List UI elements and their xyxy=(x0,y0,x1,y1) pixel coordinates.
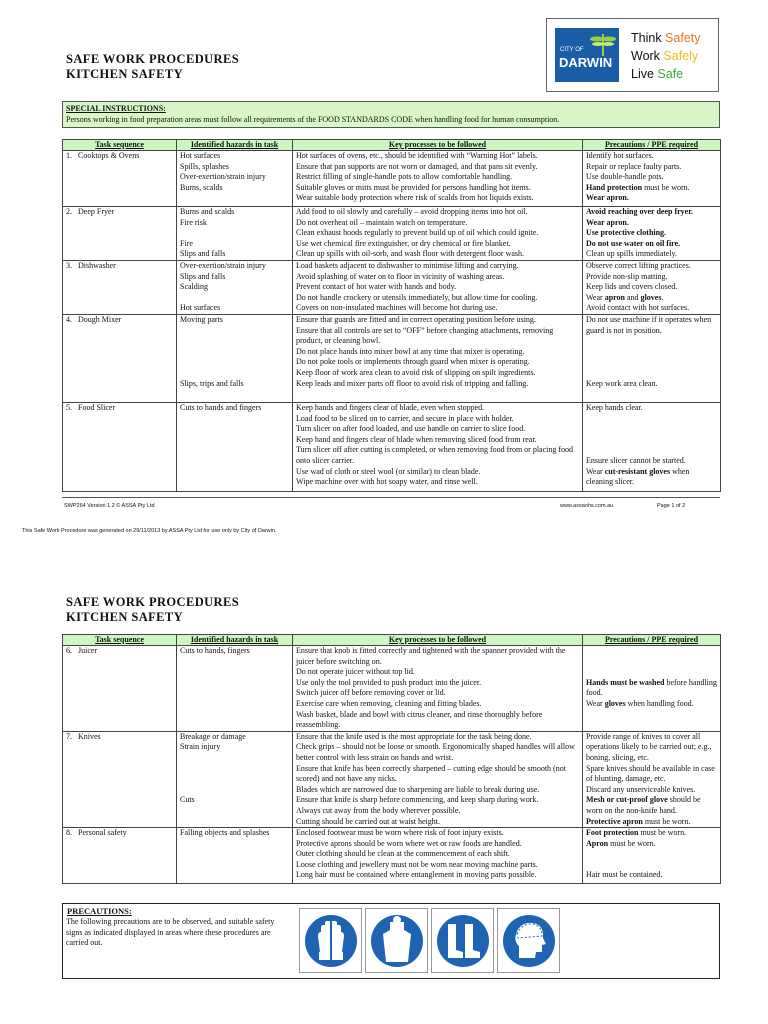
task-name: Dough Mixer xyxy=(78,314,122,324)
process-item: Load food to be sliced on to carrier, and secure in place with holder. xyxy=(296,413,514,423)
precaution-text: Repair or replace faulty parts. xyxy=(586,161,682,171)
procedures-table-page2 xyxy=(62,634,721,884)
spacer xyxy=(586,357,717,368)
spacer xyxy=(180,228,289,239)
hazards-cell xyxy=(177,314,293,402)
precaution-item xyxy=(586,282,717,293)
process-item: Keep floor of work area clean to avoid risk of slipping on spilt ingredients. xyxy=(296,367,536,377)
precautions-cell xyxy=(583,207,721,261)
task-name: Dishwasher xyxy=(78,260,116,270)
slogan-accent-word: Safety xyxy=(665,31,701,45)
precaution-item xyxy=(586,239,717,250)
precaution-text: . xyxy=(661,292,664,302)
process-item: Clean up spills with oil-sorb, and wash floor with detergent floor wash. xyxy=(296,249,525,259)
precaution-item xyxy=(586,228,717,239)
precaution-bold-text: Protective apron xyxy=(586,816,643,826)
process-item: Always cut away from the body wherever possible. xyxy=(296,805,461,815)
spacer xyxy=(586,347,717,358)
precautions-cell xyxy=(583,731,721,827)
task-number: 5. xyxy=(66,402,72,412)
footer-page-number: Page 1 of 2 xyxy=(657,503,686,509)
table-row xyxy=(63,207,721,261)
process-item: Blades which are narrowed due to sharpening are liable to break during use. xyxy=(296,784,540,794)
process-item: Enclosed footwear must be worn where risk of foot injury exists. xyxy=(296,828,504,838)
precaution-item xyxy=(586,870,717,881)
col-hazards: Identified hazards in task xyxy=(177,140,293,151)
task-cell xyxy=(63,731,177,827)
footer-rule xyxy=(62,497,720,498)
process-item: Do not poke tools or implements through guard when mixer is operating. xyxy=(296,357,530,367)
process-item: Exercise care when removing, cleaning and fitting blades. xyxy=(296,698,482,708)
special-instructions-heading: SPECIAL INSTRUCTIONS: xyxy=(66,104,166,113)
process-item: Use only the tool provided to push product into the juicer. xyxy=(296,677,482,687)
precaution-item xyxy=(586,207,717,218)
precaution-item xyxy=(586,795,717,816)
hazard-item: Over-exertion/strain injury xyxy=(180,172,266,182)
precaution-text: when handling food. xyxy=(625,698,694,708)
precaution-text: and xyxy=(625,292,641,302)
procedures-table-page1 xyxy=(62,139,721,492)
task-cell xyxy=(63,151,177,207)
slogan-word: Live xyxy=(631,67,658,81)
process-item: Outer clothing should be clean at the commencement of each shift. xyxy=(296,849,510,859)
spacer xyxy=(586,849,717,860)
spacer xyxy=(180,368,289,379)
precautions-cell xyxy=(583,260,721,314)
precaution-item xyxy=(586,817,717,828)
sign-circle xyxy=(305,915,357,967)
process-item: Keep hand and fingers clear of blade when removing sliced food from rear. xyxy=(296,434,537,444)
precaution-text: Do not use machine if it operates when guard is not in position. xyxy=(586,314,712,335)
special-instructions-box xyxy=(62,101,720,128)
process-item: Load baskets adjacent to dishwasher to minimise lifting and carrying. xyxy=(296,260,519,270)
hazard-item: Fire xyxy=(180,238,193,248)
hazards-cell xyxy=(177,646,293,732)
task-name: Food Slicer xyxy=(78,402,116,412)
precaution-text: Identify hot surfaces. xyxy=(586,151,654,160)
process-item: Long hair must be contained where entanglement in moving parts possible. xyxy=(296,870,537,880)
process-item: Wipe machine over with hot soapy water, and rinse well. xyxy=(296,477,478,487)
process-item: Ensure that knob is fitted correctly and tightened with the spanner provided with the juicer before switching on. xyxy=(296,646,566,666)
process-item: Do not operate juicer without top lid. xyxy=(296,667,415,677)
spacer xyxy=(180,774,289,785)
footer-version: SWP264 Version 1.2 © ASSA Pty Ltd xyxy=(64,503,155,509)
hazard-item: Hot surfaces xyxy=(180,303,221,313)
precaution-text: Wear xyxy=(586,698,605,708)
precaution-bold-text: Wear apron. xyxy=(586,193,629,203)
task-number: 7. xyxy=(66,731,72,741)
spacer xyxy=(180,347,289,358)
process-item: Add food to oil slowly and carefully – avoid dropping items into hot oil. xyxy=(296,207,528,216)
precaution-item xyxy=(586,151,717,162)
spacer xyxy=(586,667,717,678)
precaution-text: Provide non-slip matting. xyxy=(586,271,668,281)
precaution-item xyxy=(586,293,717,304)
gloves-sign xyxy=(299,908,362,973)
process-item: Ensure that knife is sharp before commencing, and keep sharp during work. xyxy=(296,795,539,805)
task-number: 2. xyxy=(66,207,72,216)
spacer xyxy=(180,764,289,775)
precaution-bold-text: Hands must be washed xyxy=(586,677,665,687)
process-item: Loose clothing and jewellery must not be worn near moving machine parts. xyxy=(296,859,538,869)
precaution-item xyxy=(586,183,717,194)
precaution-text: Keep lids and covers closed. xyxy=(586,282,678,292)
precaution-bold-text: Do not use water on oil fire. xyxy=(586,238,681,248)
special-instructions-text: Persons working in food preparation areas must follow all requirements of the FOOD STANDARDS CODE when handling food for human consumption. xyxy=(66,115,560,124)
task-cell xyxy=(63,828,177,884)
hazard-item: Slips and falls xyxy=(180,249,226,259)
page2-title: SAFE WORK PROCEDURES xyxy=(66,595,240,609)
process-item: Ensure that all controls are set to “OFF” before changing attachments, removing product, or cleaning bowl. xyxy=(296,325,554,346)
slogan-accent-word: Safe xyxy=(657,67,684,81)
precaution-item xyxy=(586,315,717,336)
hazard-item: Cuts to hands, fingers xyxy=(180,646,250,655)
process-item: Switch juicer off before removing cover or lid. xyxy=(296,688,446,698)
spacer xyxy=(180,753,289,764)
task-cell xyxy=(63,402,177,491)
precaution-text: Hair must be contained. xyxy=(586,870,663,880)
process-item: Clean exhaust hoods regularly to prevent build up of oil which could ignite. xyxy=(296,228,539,238)
precaution-item xyxy=(586,272,717,283)
slogan-word: Think xyxy=(631,31,666,45)
apron-sign xyxy=(365,908,428,973)
boots-sign-icon xyxy=(436,912,490,970)
precaution-item xyxy=(586,764,717,785)
spacer xyxy=(180,326,289,337)
spacer xyxy=(586,414,717,425)
process-item: Ensure that pan supports are not worn or damaged, and that pans sit evenly. xyxy=(296,161,538,171)
logo-darwin-text: DARWIN xyxy=(559,55,613,70)
precaution-bold-text: cut-resistant gloves xyxy=(604,466,671,476)
task-number: 6. xyxy=(66,646,72,655)
precaution-item xyxy=(586,172,717,183)
hazard-item: Over-exertion/strain injury xyxy=(180,260,266,270)
precaution-bold-text: Apron xyxy=(586,838,609,848)
spacer xyxy=(586,657,717,668)
process-item: Check grips – should not be loose or smooth. Ergonomically shaped handles will allow better control with less strain on hands and wrist. xyxy=(296,742,575,762)
footer-website: www.assaohs.com.au xyxy=(560,503,614,509)
processes-cell xyxy=(293,646,583,732)
process-item: Covers on non-insulated machines will become hot during use. xyxy=(296,303,498,313)
spacer xyxy=(586,424,717,435)
col-hazards: Identified hazards in task xyxy=(177,635,293,646)
spacer xyxy=(180,293,289,304)
col-precautions: Precautions / PPE required xyxy=(583,635,721,646)
precaution-item xyxy=(586,467,717,488)
precaution-bold-text: Mesh or cut-proof glove xyxy=(586,795,668,805)
task-number: 4. xyxy=(66,314,72,324)
processes-cell xyxy=(293,731,583,827)
spacer xyxy=(180,336,289,347)
precaution-item xyxy=(586,785,717,796)
task-name: Knives xyxy=(78,731,101,741)
precaution-text: must be worn. xyxy=(642,816,691,826)
table-row xyxy=(63,731,721,827)
hazard-item: Cuts xyxy=(180,795,195,805)
process-item: Suitable gloves or mitts must be provided for persons handling hot items. xyxy=(296,182,531,192)
precaution-text: Wear xyxy=(586,466,605,476)
process-item: Restrict filling of single-handle pots to allow comfortable handling. xyxy=(296,172,513,182)
process-item: Do not handle crockery or utensils immediately, but allow time for cooling. xyxy=(296,292,538,302)
hazard-item: Burns and scalds xyxy=(180,207,235,216)
precaution-item xyxy=(586,303,717,314)
precaution-text: Discard any unserviceable knives. xyxy=(586,784,696,794)
task-cell xyxy=(63,646,177,732)
hazard-item: Scalding xyxy=(180,282,208,292)
hazard-item: Falling objects and splashes xyxy=(180,828,270,838)
slogan-work-safely xyxy=(631,49,698,64)
precaution-text: Avoid contact with hot surfaces. xyxy=(586,303,690,313)
slogan-word: Work xyxy=(631,49,664,63)
precautions-box xyxy=(62,903,720,979)
task-cell xyxy=(63,207,177,261)
precaution-text: Spare knives should be available in case of blunting, damage, etc. xyxy=(586,763,715,784)
precautions-cell xyxy=(583,646,721,732)
precaution-bold-text: Use protective clothing. xyxy=(586,228,667,238)
page2-subtitle: KITCHEN SAFETY xyxy=(66,610,184,624)
precaution-item xyxy=(586,699,717,710)
table-row xyxy=(63,402,721,491)
processes-cell xyxy=(293,828,583,884)
hazard-item: Fire risk xyxy=(180,217,207,227)
table-row xyxy=(63,260,721,314)
hazard-item: Hot surfaces xyxy=(180,151,221,160)
task-name: Personal safety xyxy=(78,828,127,838)
slogan-accent-word: Safely xyxy=(663,49,699,63)
precaution-bold-text: Hand protection xyxy=(586,182,643,192)
hazard-item: Slips and falls xyxy=(180,271,226,281)
precaution-bold-text: apron xyxy=(604,292,625,302)
apron-sign-icon xyxy=(370,912,424,970)
process-item: Ensure that the knife used is the most appropriate for the task being done. xyxy=(296,731,532,741)
precaution-item xyxy=(586,162,717,173)
precaution-bold-text: Foot protection xyxy=(586,828,639,838)
precaution-bold-text: gloves xyxy=(640,292,662,302)
sign-circle xyxy=(437,915,489,967)
precaution-item xyxy=(586,828,717,839)
precautions-cell xyxy=(583,314,721,402)
hazards-cell xyxy=(177,151,293,207)
precautions-text: The following precautions are to be observed, and suitable safety signs as indicated displayed in areas where these procedures are carried out. xyxy=(66,917,275,947)
hairnet-sign xyxy=(497,908,560,973)
process-item: Do not overheat oil – maintain watch on temperature. xyxy=(296,217,468,227)
spacer xyxy=(586,435,717,446)
hazards-cell xyxy=(177,731,293,827)
processes-cell xyxy=(293,402,583,491)
process-item: Cutting should be carried out at waist height. xyxy=(296,816,440,826)
spacer xyxy=(586,336,717,347)
hazards-cell xyxy=(177,207,293,261)
table-row xyxy=(63,151,721,207)
process-item: Do not place hands into mixer bowl at any time that mixer is operating. xyxy=(296,346,525,356)
task-number: 3. xyxy=(66,260,72,270)
spacer xyxy=(180,357,289,368)
precautions-cell xyxy=(583,151,721,207)
precaution-text: Wear xyxy=(586,292,605,302)
precaution-item xyxy=(586,261,717,272)
task-name: Juicer xyxy=(78,646,98,655)
precaution-text: Ensure slicer cannot be started. xyxy=(586,455,686,465)
precaution-bold-text: Avoid reaching over deep fryer. xyxy=(586,207,694,216)
boots-sign xyxy=(431,908,494,973)
process-item: Wear suitable body protection where risk of scalds from hot liquids exists. xyxy=(296,193,534,203)
precaution-text: when cleaning slicer. xyxy=(586,466,690,487)
processes-cell xyxy=(293,207,583,261)
precaution-text: before handling food. xyxy=(586,677,717,698)
processes-cell xyxy=(293,314,583,402)
precaution-item xyxy=(586,678,717,699)
slogan-live-safe xyxy=(631,67,683,82)
col-key-processes: Key processes to be followed xyxy=(293,140,583,151)
table-row xyxy=(63,828,721,884)
spacer xyxy=(180,785,289,796)
generated-note: This Safe Work Procedure was generated on 29/11/2013 by ASSA Pty Ltd for use only by City of Darwin. xyxy=(22,528,277,534)
precaution-text: Observe correct lifting practices. xyxy=(586,260,691,270)
gloves-sign-icon xyxy=(304,912,358,970)
col-precautions: Precautions / PPE required xyxy=(583,140,721,151)
hairnet-sign-icon xyxy=(502,912,556,970)
precautions-cell xyxy=(583,828,721,884)
hazard-item: Burns, scalds xyxy=(180,182,223,192)
city-of-darwin-logo xyxy=(546,18,719,92)
spacer xyxy=(586,646,717,657)
precaution-text: must be worn. xyxy=(608,838,656,848)
precaution-text: Use double-handle pots. xyxy=(586,172,664,182)
col-task-sequence: Task sequence xyxy=(63,140,177,151)
precaution-item xyxy=(586,249,717,260)
precautions-cell xyxy=(583,402,721,491)
hazard-item: Moving parts xyxy=(180,314,223,324)
precaution-bold-text: gloves xyxy=(604,698,626,708)
process-item: Hot surfaces of ovens, etc., should be identified with “Warning Hot” labels. xyxy=(296,151,538,160)
hazards-cell xyxy=(177,828,293,884)
precaution-text: must be worn. xyxy=(642,182,690,192)
hazards-cell xyxy=(177,402,293,491)
task-cell xyxy=(63,314,177,402)
page-title: SAFE WORK PROCEDURES xyxy=(66,52,240,66)
task-name: Cooktops & Ovens xyxy=(78,151,140,160)
process-item: Keep hands and fingers clear of blade, even when stopped. xyxy=(296,402,485,412)
slogan-think-safety xyxy=(631,31,700,46)
process-item: Prevent contact of hot water with hands and body. xyxy=(296,282,457,292)
precaution-text: Provide range of knives to cover all operations likely to be carried out; e.g., boning, slicing, etc. xyxy=(586,731,712,762)
precaution-text: Clean up spills immediately. xyxy=(586,249,678,259)
darwin-emblem xyxy=(555,28,619,82)
table-row xyxy=(63,314,721,402)
col-task-sequence: Task sequence xyxy=(63,635,177,646)
process-item: Use wad of cloth or steel wool (or similar) to clean blade. xyxy=(296,466,481,476)
col-key-processes: Key processes to be followed xyxy=(293,635,583,646)
process-item: Protective aprons should be worn where wet or raw foods are handled. xyxy=(296,838,522,848)
precautions-heading: PRECAUTIONS: xyxy=(67,906,132,916)
table-row xyxy=(63,646,721,732)
precaution-item xyxy=(586,839,717,850)
process-item: Keep leads and mixer parts off floor to avoid risk of tripping and falling. xyxy=(296,378,529,388)
task-number: 1. xyxy=(66,151,72,160)
precaution-item xyxy=(586,732,717,764)
hazard-item: Strain injury xyxy=(180,742,221,752)
precaution-item xyxy=(586,403,717,414)
processes-cell xyxy=(293,151,583,207)
process-item: Turn slicer off after cutting is completed, or when removing food from or placing food onto slicer carrier. xyxy=(296,445,574,465)
precaution-text: Keep work area clean. xyxy=(586,378,658,388)
hazards-cell xyxy=(177,260,293,314)
precaution-item xyxy=(586,193,717,204)
spacer xyxy=(586,860,717,871)
process-item: Wash basket, blade and bowl with citrus cleaner, and rinse thoroughly before reassembling. xyxy=(296,709,543,730)
logo-city-text: CITY OF xyxy=(560,47,584,53)
spacer xyxy=(586,368,717,379)
process-item: Ensure that guards are fitted and in correct operating position before using. xyxy=(296,314,536,324)
task-name: Deep Fryer xyxy=(78,207,115,216)
task-cell xyxy=(63,260,177,314)
task-number: 8. xyxy=(66,828,72,838)
hazard-item: Slips, trips and falls xyxy=(180,378,244,388)
precaution-bold-text: Wear apron. xyxy=(586,217,629,227)
precaution-item xyxy=(586,218,717,229)
page-subtitle: KITCHEN SAFETY xyxy=(66,67,184,81)
hazard-item: Cuts to hands and fingers xyxy=(180,402,262,412)
precaution-text: should be worn on the non-knife hand. xyxy=(586,795,701,815)
process-item: Avoid splashing of water on to floor in vicinity of washing areas. xyxy=(296,271,505,281)
precaution-text: Keep hands clear. xyxy=(586,402,643,412)
precaution-item xyxy=(586,456,717,467)
process-item: Use wet chemical fire extinguisher, or dry chemical or fire blanket. xyxy=(296,238,511,248)
hazard-item: Spills, splashes xyxy=(180,161,229,171)
processes-cell xyxy=(293,260,583,314)
process-item: Turn slicer on after food loaded, and use handle on carrier to slice food. xyxy=(296,424,526,434)
hazard-item: Breakage or damage xyxy=(180,731,246,741)
spacer xyxy=(586,445,717,456)
precaution-text: must be worn. xyxy=(638,828,687,838)
precaution-item xyxy=(586,379,717,390)
process-item: Ensure that knife has been correctly sharpened – cutting edge should be smooth (not scored) and not have any nicks. xyxy=(296,763,566,784)
